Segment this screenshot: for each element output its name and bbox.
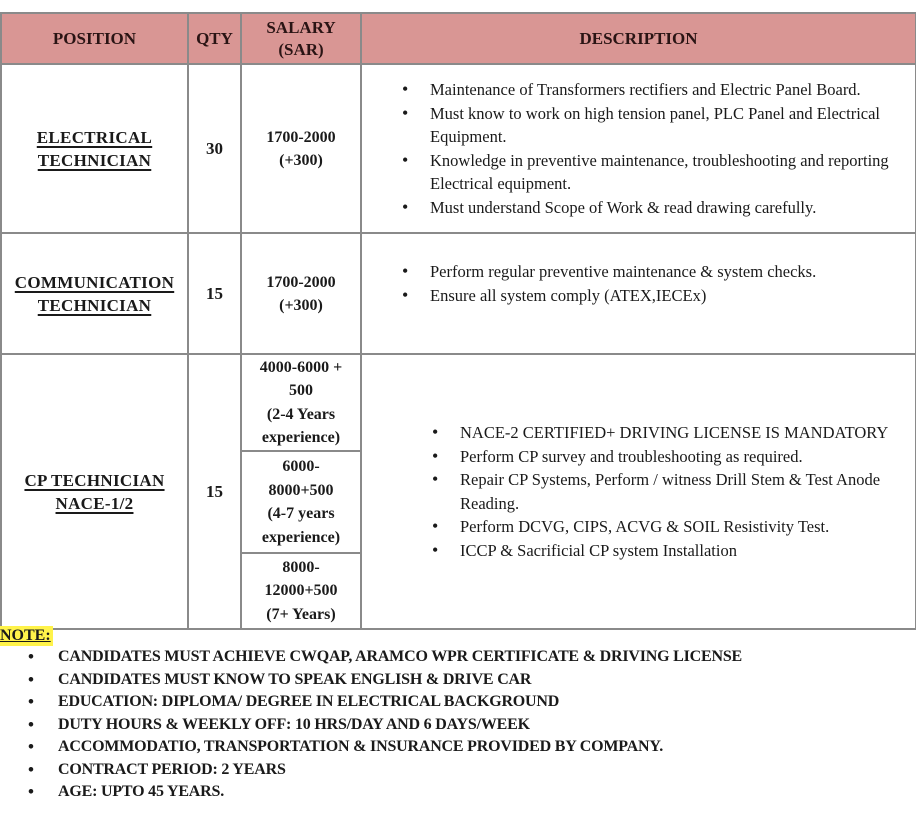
tier-line: 8000+500 <box>268 481 334 499</box>
tier-line: (7+ Years) <box>266 605 336 623</box>
salary-cell <box>241 64 361 233</box>
job-openings-table <box>0 12 916 630</box>
position-line1: CP TECHNICIAN <box>24 470 165 490</box>
position-line2: NACE-1/2 <box>55 493 134 513</box>
description-item: • Knowledge in preventive maintenance, troubleshooting and reporting Electrical equipment. <box>430 149 915 196</box>
tier-line: 12000+500 <box>264 582 338 600</box>
qty-cell: 15 <box>188 354 241 629</box>
description-item: • Must understand Scope of Work & read drawing carefully. <box>430 196 915 220</box>
salary-cell <box>241 233 361 354</box>
table-header-row <box>1 13 916 64</box>
header-description: DESCRIPTION <box>361 13 916 64</box>
description-item: • Perform CP survey and troubleshooting as required. <box>460 445 915 469</box>
table-row-communication <box>1 233 916 354</box>
qty-cell: 30 <box>188 64 241 233</box>
tier-line: 4000-6000 + <box>259 358 343 376</box>
description-item: • Must know to work on high tension panel, PLC Panel and Electrical Equipment. <box>430 102 915 149</box>
description-list <box>362 78 915 219</box>
note-item: • CANDIDATES MUST ACHIEVE CWQAP, ARAMCO WPR CERTIFICATE & DRIVING LICENSE <box>58 646 916 669</box>
position-cell <box>1 64 188 233</box>
description-cell <box>361 233 916 354</box>
tier-line: (4-7 years <box>267 505 335 522</box>
salary-tier <box>242 355 360 451</box>
salary-tiers <box>242 355 360 628</box>
note-item: • CANDIDATES MUST KNOW TO SPEAK ENGLISH & DRIVE CAR <box>58 669 916 692</box>
note-item: • AGE: UPTO 45 YEARS. <box>58 781 916 804</box>
description-item: • ICCP & Sacrificial CP system Installation <box>460 539 915 563</box>
salary-tier <box>242 451 360 553</box>
description-cell <box>361 354 916 629</box>
note-section <box>0 626 916 804</box>
description-item: • Perform regular preventive maintenance & system checks. <box>430 260 915 284</box>
position-line1: COMMUNICATION <box>14 272 175 292</box>
note-item: • DUTY HOURS & WEEKLY OFF: 10 HRS/DAY AND 6 DAYS/WEEK <box>58 714 916 737</box>
note-label: NOTE: <box>0 627 51 644</box>
salary-line1: 1700-2000 <box>266 128 336 146</box>
description-list <box>362 421 915 562</box>
salary-line2: (+300) <box>279 296 323 314</box>
description-item: • Repair CP Systems, Perform / witness Drill Stem & Test Anode Reading. <box>460 468 915 515</box>
tier-line: 6000- <box>282 458 320 475</box>
position-line2: TECHNICIAN <box>37 150 152 170</box>
position-cell <box>1 354 188 629</box>
tier-line: 8000- <box>282 558 320 576</box>
header-salary-line1: SALARY <box>266 17 336 37</box>
table-row-electrical <box>1 64 916 233</box>
description-item: • Ensure all system comply (ATEX,IECEx) <box>430 284 915 308</box>
header-position: POSITION <box>1 13 188 64</box>
salary-line1: 1700-2000 <box>266 273 336 291</box>
salary-tier <box>242 553 360 628</box>
qty-cell: 15 <box>188 233 241 354</box>
note-item: • CONTRACT PERIOD: 2 YEARS <box>58 759 916 782</box>
tier-line: experience) <box>261 429 341 446</box>
position-line1: ELECTRICAL <box>36 127 153 147</box>
description-cell <box>361 64 916 233</box>
note-item: • ACCOMMODATIO, TRANSPORTATION & INSURANCE PROVIDED BY COMPANY. <box>58 736 916 759</box>
description-list <box>362 260 915 307</box>
tier-line: (2-4 Years <box>266 405 336 423</box>
table-row-cp <box>1 354 916 629</box>
description-item: • NACE-2 CERTIFIED+ DRIVING LICENSE IS MANDATORY <box>460 421 915 445</box>
tier-line: experience) <box>261 528 341 546</box>
position-line2: TECHNICIAN <box>37 295 152 315</box>
header-qty: QTY <box>188 13 241 64</box>
tier-line: 500 <box>289 382 313 399</box>
salary-line2: (+300) <box>279 151 323 169</box>
header-salary-line2: (SAR) <box>278 39 324 59</box>
note-item: • EDUCATION: DIPLOMA/ DEGREE IN ELECTRICAL BACKGROUND <box>58 691 916 714</box>
salary-tiers-cell <box>241 354 361 629</box>
description-item: • Perform DCVG, CIPS, ACVG & SOIL Resistivity Test. <box>460 515 915 539</box>
position-cell <box>1 233 188 354</box>
description-item: • Maintenance of Transformers rectifiers and Electric Panel Board. <box>430 78 915 102</box>
note-list <box>0 646 916 804</box>
header-salary <box>241 13 361 64</box>
